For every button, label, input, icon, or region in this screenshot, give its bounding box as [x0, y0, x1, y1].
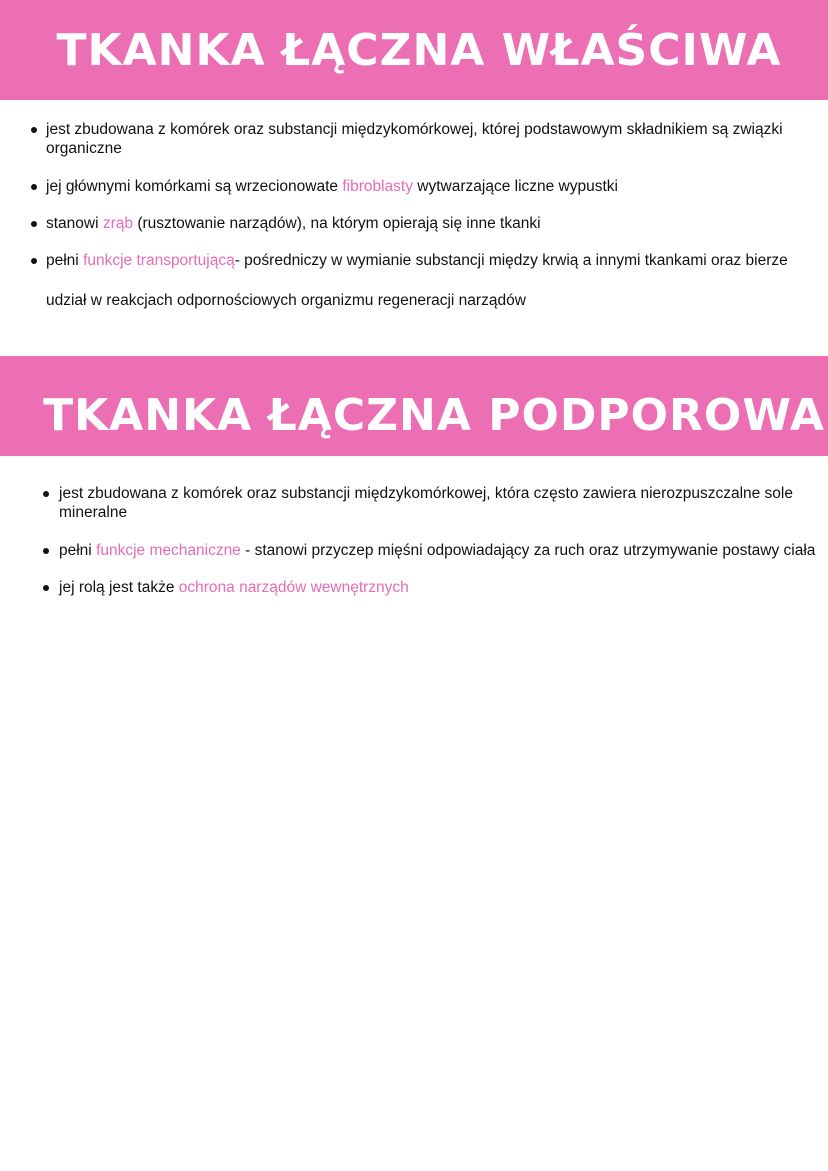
list-item: [46, 120, 816, 158]
item-text: wytwarzające liczne wypustki: [412, 177, 618, 195]
highlight-term: ochrona narządów wewnętrznych: [178, 579, 409, 596]
item-text: jest zbudowana z komórek oraz substancji międzykomórkowej, która często zawiera nierozpuszczalne sole mineralne: [59, 485, 793, 521]
list-item: [59, 578, 819, 597]
highlight-term: fibroblasty: [342, 177, 413, 195]
highlight-term: zrąb: [102, 215, 134, 232]
section-2-header: [0, 356, 828, 456]
item-text: stanowi: [46, 215, 103, 232]
item-text: jest zbudowana z komórek oraz substancji międzykomórkowej, której podstawowym składnikiem są związki organiczne: [46, 121, 783, 157]
section-1-list: [46, 120, 816, 339]
item-text: jej rolą jest także: [59, 579, 179, 596]
item-text: pełni: [46, 251, 84, 269]
section-1-title: TKANKA ŁĄCZNA WŁAŚCIWA: [56, 24, 782, 76]
item-text: (rusztowanie narządów), na którym opierają się inne tkanki: [133, 215, 541, 232]
list-item: [59, 484, 819, 522]
list-item: [59, 541, 819, 560]
highlight-term: funkcje mechaniczne: [96, 541, 241, 559]
item-text: jej głównymi komórkami są wrzecionowate: [46, 177, 343, 195]
section-1-header: [0, 0, 828, 100]
list-item: [46, 241, 816, 321]
section-2-title: TKANKA ŁĄCZNA PODPOROWA: [43, 389, 825, 441]
item-text: - stanowi przyczep mięśni odpowiadający za ruch oraz utrzymywanie postawy ciała: [240, 541, 816, 559]
list-item: [46, 214, 816, 233]
item-text: - pośredniczy w wymianie substancji między krwią a innymi tkankami oraz bierze udział w reakcjach odpornościowych organizmu regeneracji narządów: [46, 251, 788, 309]
list-item: [46, 177, 816, 196]
section-2-list: [59, 484, 819, 616]
item-text: pełni: [59, 541, 97, 559]
highlight-term: funkcje transportującą: [83, 251, 235, 269]
